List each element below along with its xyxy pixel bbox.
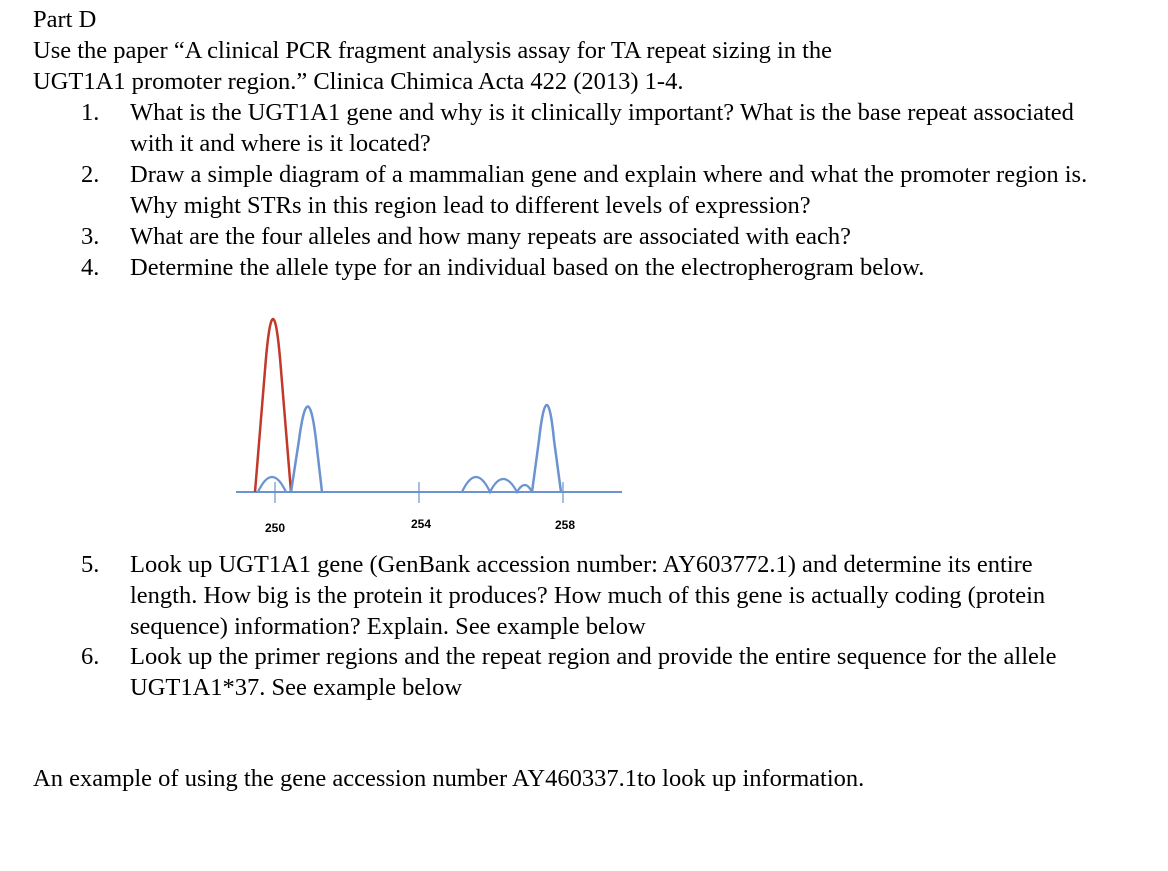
question-2-line-2: Why might STRs in this region lead to different levels of expression?	[130, 192, 811, 219]
question-6-line-2: UGT1A1*37. See example below	[130, 674, 463, 701]
epg-blue-peak-2	[532, 405, 561, 492]
question-3-number: 3.	[81, 223, 100, 250]
question-5-line-2: length. How big is the protein it produces? How much of this gene is actually coding (protein	[130, 582, 1046, 609]
question-1-line-1: What is the UGT1A1 gene and why is it clinically important? What is the base repeat associated	[130, 99, 1074, 126]
question-3-line-1: What are the four alleles and how many repeats are associated with each?	[130, 223, 852, 250]
question-5-number: 5.	[81, 551, 100, 578]
question-1-line-2: with it and where is it located?	[130, 130, 431, 157]
question-6-number: 6.	[81, 643, 100, 670]
question-5-line-1: Look up UGT1A1 gene (GenBank accession number: AY603772.1) and determine its entire	[130, 551, 1033, 578]
question-5-line-3: sequence) information? Explain. See example below	[130, 613, 646, 640]
question-1-number: 1.	[81, 99, 100, 126]
epg-blue-peak-1	[291, 407, 322, 493]
footer-example-text: An example of using the gene accession number AY460337.1to look up information.	[33, 765, 865, 792]
question-2-number: 2.	[81, 161, 100, 188]
question-4-number: 4.	[81, 254, 100, 281]
epg-tick-label-250: 250	[264, 521, 286, 535]
question-4-line-1: Determine the allele type for an individual based on the electropherogram below.	[130, 254, 925, 281]
question-6-line-1: Look up the primer regions and the repeat region and provide the entire sequence for the allele	[130, 643, 1057, 670]
epg-small-peak-250	[258, 477, 286, 492]
question-2-line-1: Draw a simple diagram of a mammalian gene and explain where and what the promoter region is.	[130, 161, 1088, 188]
epg-stutter-humps	[462, 477, 532, 492]
intro-line-1: Use the paper “A clinical PCR fragment analysis assay for TA repeat sizing in the	[33, 37, 833, 64]
epg-tick-label-254: 254	[410, 517, 432, 531]
epg-red-peak	[255, 319, 291, 492]
intro-line-2: UGT1A1 promoter region.” Clinica Chimica Acta 422 (2013) 1-4.	[33, 68, 684, 95]
part-title: Part D	[33, 6, 97, 33]
epg-tick-label-258: 258	[554, 518, 576, 532]
